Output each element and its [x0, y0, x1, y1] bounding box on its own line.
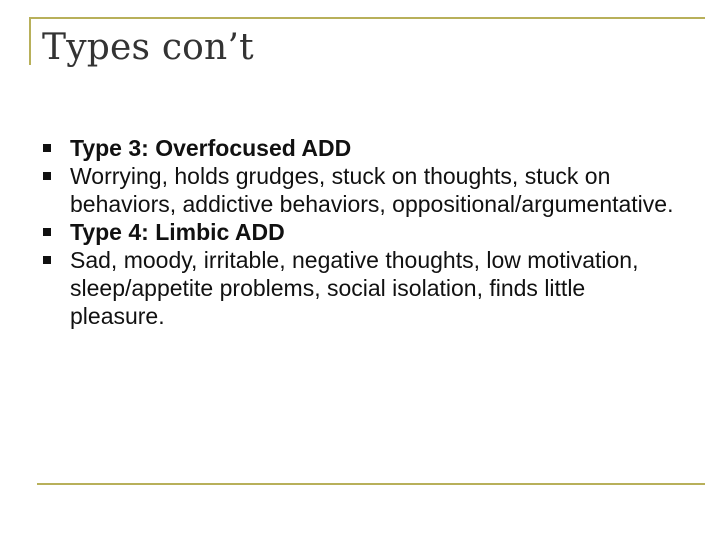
- bullet-item: [43, 246, 683, 330]
- square-bullet-icon: [43, 256, 51, 264]
- bullet-text: Sad, moody, irritable, negative thoughts, low motivation, sleep/appetite problems, social isolation, finds little pleasure.: [70, 247, 639, 329]
- square-bullet-icon: [43, 172, 51, 180]
- bullet-text: Worrying, holds grudges, stuck on thoughts, stuck on behaviors, addictive behaviors, oppositional/argumentative.: [70, 163, 674, 217]
- bullet-item: [43, 218, 683, 246]
- bullet-list: [43, 134, 683, 330]
- bullet-text: Type 3: Overfocused ADD: [70, 135, 352, 161]
- square-bullet-icon: [43, 228, 51, 236]
- slide-title: Types con’t: [42, 27, 254, 68]
- bottom-divider: [37, 483, 705, 485]
- bullet-item: [43, 162, 683, 218]
- bullet-item: [43, 134, 683, 162]
- left-divider: [29, 17, 31, 65]
- bullet-text: Type 4: Limbic ADD: [70, 219, 285, 245]
- square-bullet-icon: [43, 144, 51, 152]
- top-divider: [29, 17, 705, 19]
